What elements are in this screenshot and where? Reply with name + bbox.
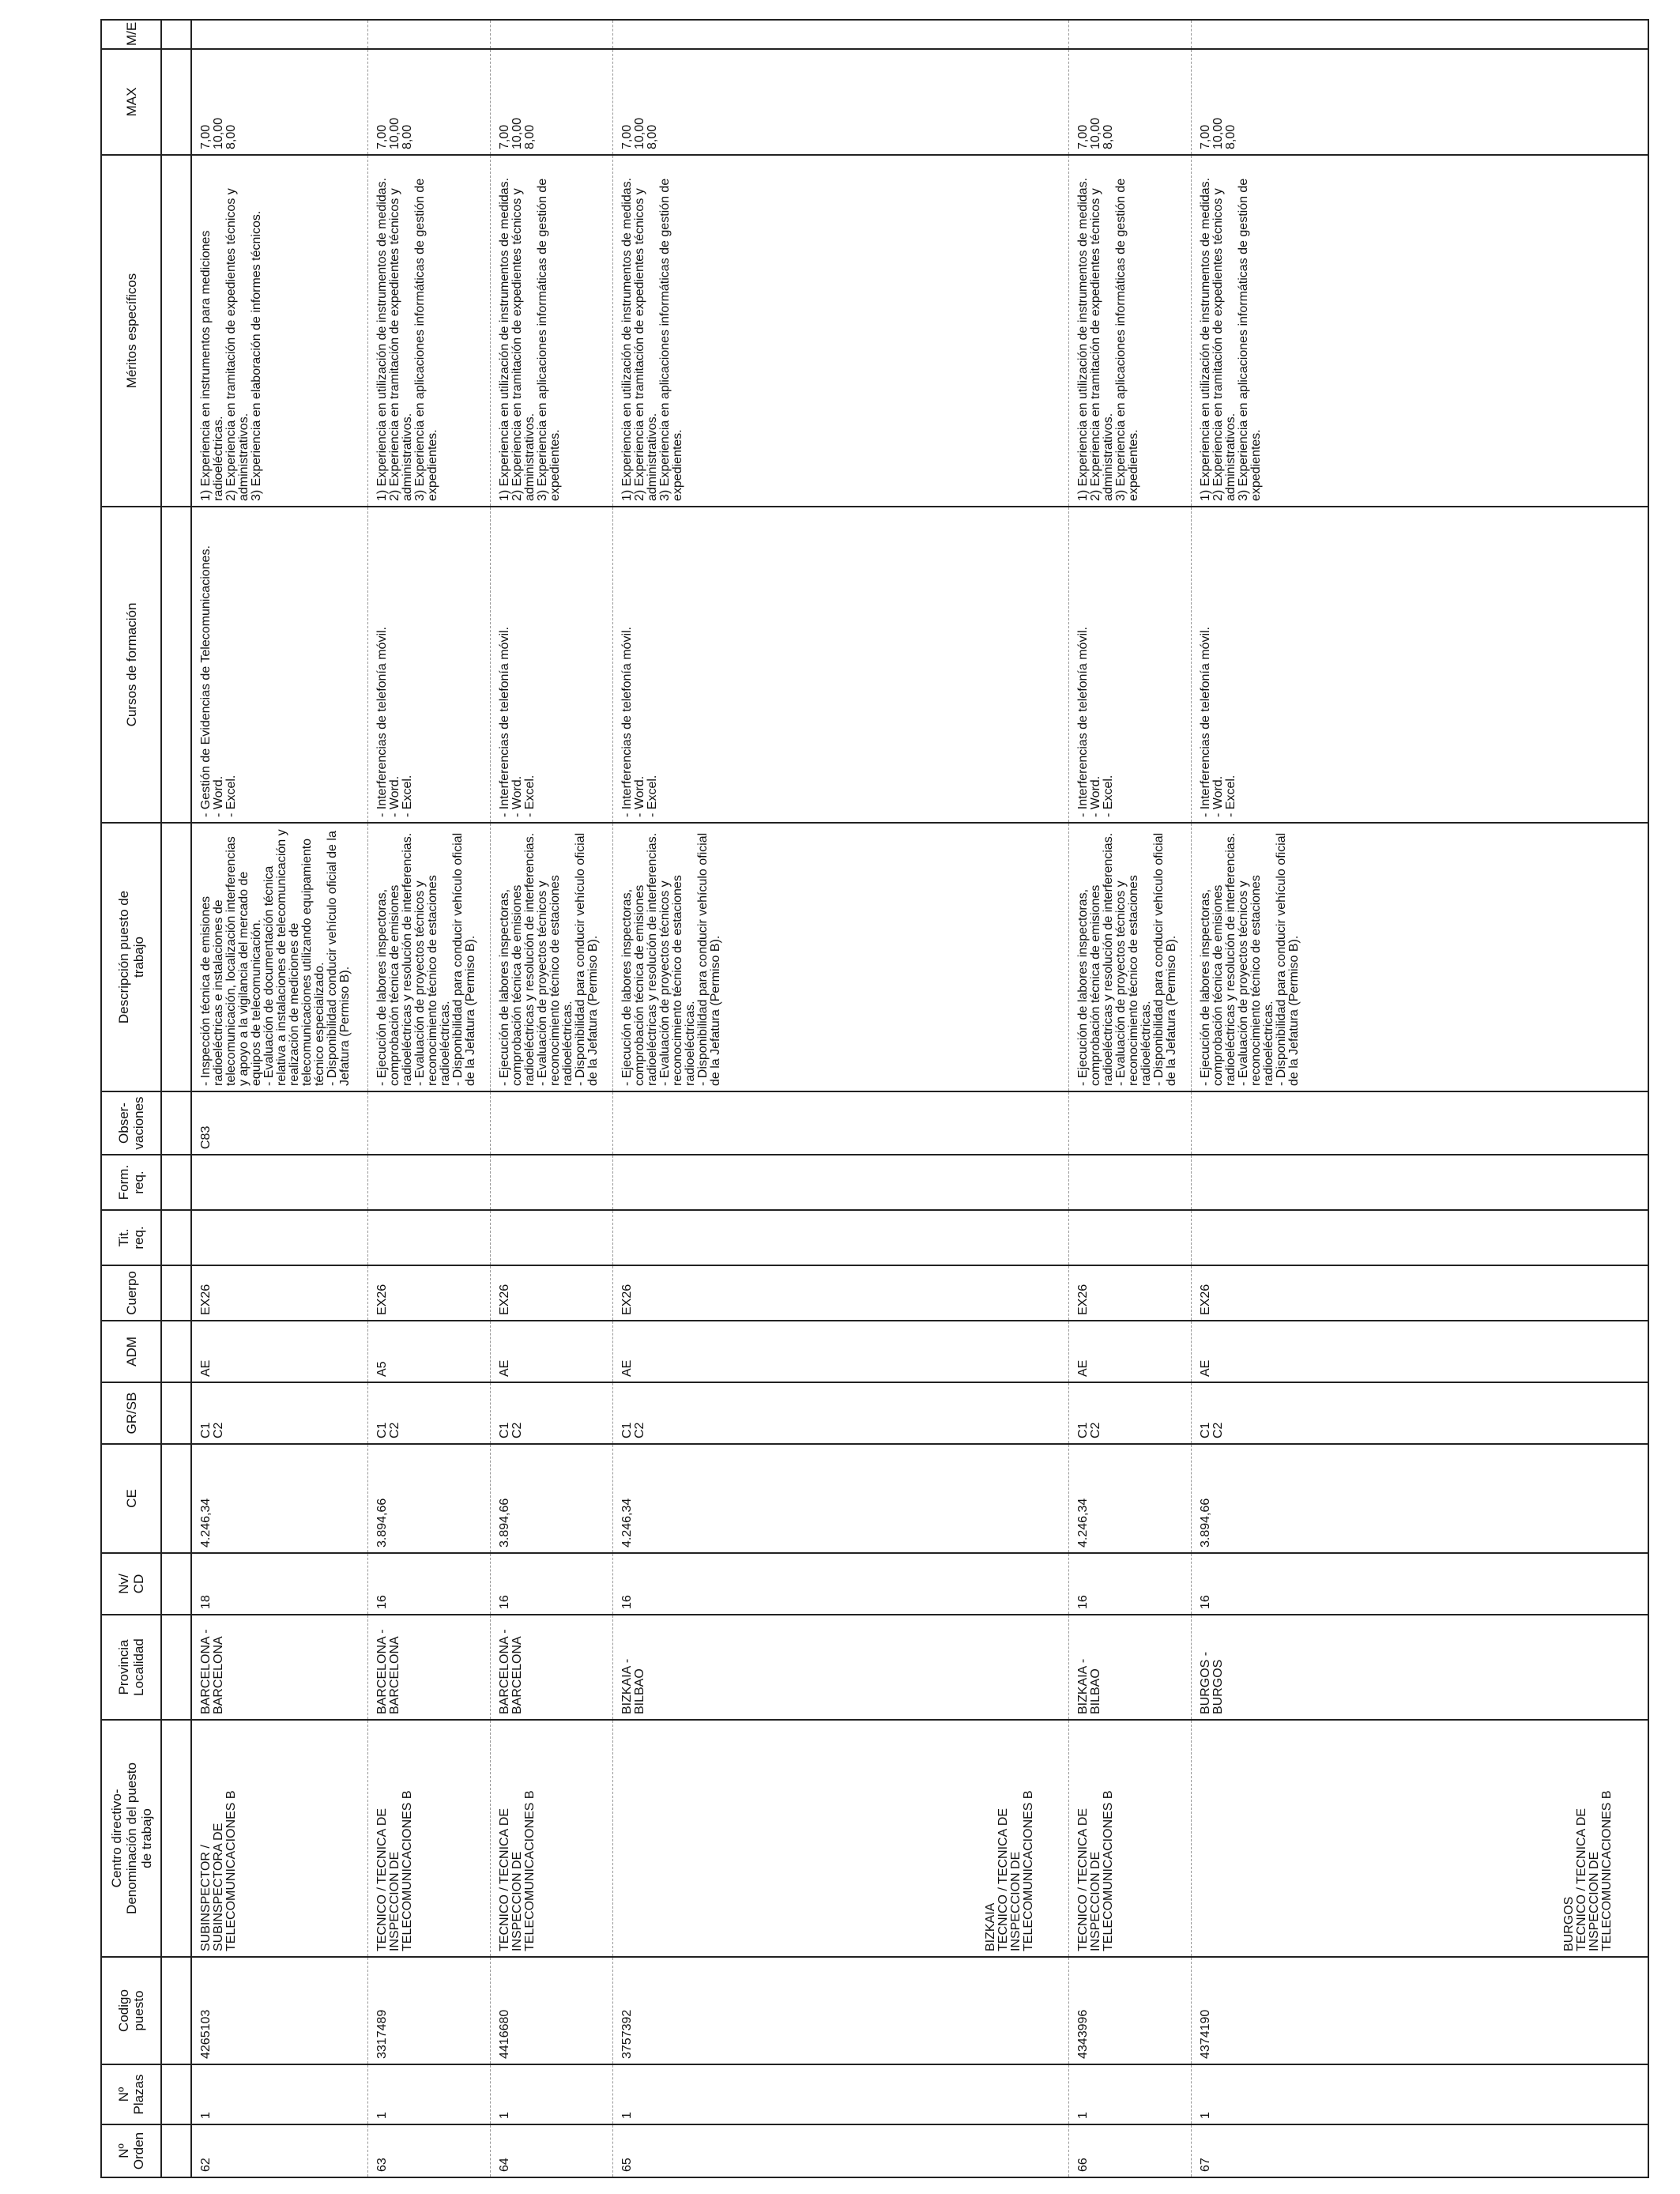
cell-tit bbox=[1069, 1210, 1192, 1265]
max-value: 8,00 bbox=[1102, 124, 1116, 149]
cell-adm: AE bbox=[1192, 1321, 1648, 1382]
cell-grupo: C1 C2 bbox=[491, 1382, 613, 1444]
cell-ce: 3.894,66 bbox=[368, 1444, 491, 1553]
cell-provincia: BURGOS - BURGOS bbox=[1192, 1615, 1648, 1720]
cell-meritos: 1) Experiencia en utilización de instrumentos de medidas. 2) Experiencia en tramitación de expedientes técnicos y administrativos. 3) Experiencia en aplicaciones informáticas de gestión de expedientes. bbox=[612, 155, 1069, 507]
cell-form bbox=[612, 1155, 1069, 1210]
cell-max bbox=[612, 49, 1069, 155]
cell-form bbox=[1192, 1155, 1648, 1210]
cell-provincia: BARCELONA - BARCELONA bbox=[191, 1615, 368, 1720]
cell-denominacion bbox=[491, 1720, 613, 1957]
cell-codigo: 4416680 bbox=[491, 1957, 613, 2064]
cell-descripcion: - Ejecución de labores inspectoras, comprobación técnica de emisiones radioeléctricas y resolución de interferencias. - Evaluación de proyectos técnicos y reconocimiento técnico de estaciones radioeléctricas. - Disponibilidad para conducir vehículo oficial de la Jefatura (Permiso B). bbox=[1192, 823, 1648, 1091]
cell-me bbox=[1192, 20, 1648, 49]
cell-orden: 67 bbox=[1192, 2124, 1648, 2177]
cell-adm: AE bbox=[1069, 1321, 1192, 1382]
denominacion-text: TECNICO / TECNICA DE INSPECCION DE TELECOMUNICACIONES B bbox=[498, 1790, 537, 1951]
blank-band-row bbox=[161, 20, 191, 2177]
cell-denominacion bbox=[368, 1720, 491, 1957]
cell-cursos: - Interferencias de telefonía móvil. - Word. - Excel. bbox=[491, 507, 613, 823]
cell-max bbox=[1192, 49, 1648, 155]
cell-plazas: 1 bbox=[1192, 2064, 1648, 2124]
table-row bbox=[612, 20, 1069, 2177]
cell-denominacion bbox=[612, 1720, 1069, 1957]
header-plazas: Nº Plazas bbox=[101, 2064, 161, 2124]
header-centro: Centro directivo- Denominación del puesto de trabajo bbox=[101, 1720, 161, 1957]
cell-provincia: BIZKAIA - BILBAO bbox=[612, 1615, 1069, 1720]
cell-adm: AE bbox=[491, 1321, 613, 1382]
cell-orden: 65 bbox=[612, 2124, 1069, 2177]
cell-provincia: BIZKAIA - BILBAO bbox=[1069, 1615, 1192, 1720]
cell-cuerpo: EX26 bbox=[1069, 1265, 1192, 1321]
header-adm: ADM bbox=[101, 1321, 161, 1382]
denominacion-text: TECNICO / TECNICA DE INSPECCION DE TELECOMUNICACIONES B bbox=[375, 1790, 415, 1951]
max-value: 7,00 bbox=[199, 124, 213, 149]
cell-nivel: 16 bbox=[1192, 1553, 1648, 1615]
max-value: 10,00 bbox=[212, 117, 225, 149]
header-grupo: GR/SB bbox=[101, 1382, 161, 1444]
cell-cuerpo: EX26 bbox=[612, 1265, 1069, 1321]
header-orden: Nº Orden bbox=[101, 2124, 161, 2177]
cell-codigo: 4374190 bbox=[1192, 1957, 1648, 2064]
cell-form bbox=[191, 1155, 368, 1210]
denominacion-text: TECNICO / TECNICA DE INSPECCION DE TELECOMUNICACIONES B bbox=[1076, 1790, 1116, 1951]
cell-denominacion bbox=[1192, 1720, 1648, 1957]
cell-denominacion bbox=[191, 1720, 368, 1957]
table-row bbox=[1069, 20, 1192, 2177]
cell-grupo: C1 C2 bbox=[1192, 1382, 1648, 1444]
cell-max bbox=[191, 49, 368, 155]
header-cursos: Cursos de formación bbox=[101, 507, 161, 823]
cell-codigo: 3317489 bbox=[368, 1957, 491, 2064]
cell-grupo: C1 C2 bbox=[1069, 1382, 1192, 1444]
header-codigo: Codigo puesto bbox=[101, 1957, 161, 2064]
header-form: Form. req. bbox=[101, 1155, 161, 1210]
cell-form bbox=[491, 1155, 613, 1210]
header-provincia: Provincia Localidad bbox=[101, 1615, 161, 1720]
cell-me bbox=[191, 20, 368, 49]
table-row bbox=[368, 20, 491, 2177]
max-value: 10,00 bbox=[1211, 117, 1226, 149]
cell-max bbox=[368, 49, 491, 155]
cell-tit bbox=[491, 1210, 613, 1265]
cell-me bbox=[1069, 20, 1192, 49]
max-value: 10,00 bbox=[632, 117, 646, 149]
cell-cuerpo: EX26 bbox=[368, 1265, 491, 1321]
cell-cursos: - Interferencias de telefonía móvil. - Word. - Excel. bbox=[368, 507, 491, 823]
cell-orden: 64 bbox=[491, 2124, 613, 2177]
cell-descripcion: - Inspección técnica de emisiones radioeléctricas e instalaciones de telecomunicación, localización interferencias y apoyo a la vigilancia del mercado de equipos de telecomunicación. - Evaluación de documentación técnica relativa a instalaciones de telecomunicación y realización de mediciones de telecomunicaciones utilizando equipamiento técnico especializado. - Disponibilidad conducir vehículo oficial de la Jefatura (Permiso B). bbox=[191, 823, 368, 1091]
cell-nivel: 18 bbox=[191, 1553, 368, 1615]
cell-cuerpo: EX26 bbox=[191, 1265, 368, 1321]
cell-provincia: BARCELONA - BARCELONA bbox=[368, 1615, 491, 1720]
cell-cursos: - Interferencias de telefonía móvil. - Word. - Excel. bbox=[1069, 507, 1192, 823]
cell-me bbox=[612, 20, 1069, 49]
cell-form bbox=[368, 1155, 491, 1210]
cell-descripcion: - Ejecución de labores inspectoras, comprobación técnica de emisiones radioeléctricas y resolución de interferencias. - Evaluación de proyectos técnicos y reconocimiento técnico de estaciones radioeléctricas. - Disponibilidad para conducir vehículo oficial de la Jefatura (Permiso B). bbox=[368, 823, 491, 1091]
cell-orden: 63 bbox=[368, 2124, 491, 2177]
cell-tit bbox=[191, 1210, 368, 1265]
max-value: 7,00 bbox=[1076, 124, 1090, 149]
cell-meritos: 1) Experiencia en utilización de instrumentos de medidas. 2) Experiencia en tramitación de expedientes técnicos y administrativos. 3) Experiencia en aplicaciones informáticas de gestión de expedientes. bbox=[1192, 155, 1648, 507]
header-meritos: Méritos específicos bbox=[101, 155, 161, 507]
cell-adm: AE bbox=[191, 1321, 368, 1382]
cell-descripcion: - Ejecución de labores inspectoras, comprobación técnica de emisiones radioeléctricas y resolución de interferencias. - Evaluación de proyectos técnicos y reconocimiento técnico de estaciones radioeléctricas. - Disponibilidad para conducir vehículo oficial de la Jefatura (Permiso B). bbox=[491, 823, 613, 1091]
cell-tit bbox=[612, 1210, 1069, 1265]
cell-denominacion bbox=[1069, 1720, 1192, 1957]
table-row bbox=[191, 20, 368, 2177]
cell-obs bbox=[612, 1091, 1069, 1155]
cell-cursos: - Interferencias de telefonía móvil. - Word. - Excel. bbox=[612, 507, 1069, 823]
cell-adm: A5 bbox=[368, 1321, 491, 1382]
max-value: 8,00 bbox=[401, 124, 415, 149]
cell-ce: 4.246,34 bbox=[1069, 1444, 1192, 1553]
cell-obs: C83 bbox=[191, 1091, 368, 1155]
denominacion-text: SUBINSPECTOR / SUBINSPECTORA DE TELECOMUNICACIONES B bbox=[199, 1790, 238, 1951]
group-label: BURGOS bbox=[1562, 1896, 1576, 1951]
cell-me bbox=[491, 20, 613, 49]
cell-provincia: BARCELONA - BARCELONA bbox=[491, 1615, 613, 1720]
denominacion-text: TECNICO / TECNICA DE INSPECCION DE TELECOMUNICACIONES B bbox=[1575, 1790, 1614, 1951]
header-descripcion: Descripción puesto de trabajo bbox=[101, 823, 161, 1091]
cell-nivel: 16 bbox=[491, 1553, 613, 1615]
cell-plazas: 1 bbox=[368, 2064, 491, 2124]
cell-max bbox=[1069, 49, 1192, 155]
header-obs: Obser- vaciones bbox=[101, 1091, 161, 1155]
cell-ce: 4.246,34 bbox=[191, 1444, 368, 1553]
header-tit: Tit. req. bbox=[101, 1210, 161, 1265]
cell-grupo: C1 C2 bbox=[612, 1382, 1069, 1444]
cell-meritos: 1) Experiencia en utilización de instrumentos de medidas. 2) Experiencia en tramitación de expedientes técnicos y administrativos. 3) Experiencia en aplicaciones informáticas de gestión de expedientes. bbox=[1069, 155, 1192, 507]
max-value: 8,00 bbox=[523, 124, 537, 149]
cell-cursos: - Interferencias de telefonía móvil. - Word. - Excel. bbox=[1192, 507, 1648, 823]
cell-plazas: 1 bbox=[1069, 2064, 1192, 2124]
cell-nivel: 16 bbox=[612, 1553, 1069, 1615]
max-value: 10,00 bbox=[388, 117, 402, 149]
job-positions-table bbox=[100, 19, 1649, 2178]
cell-orden: 62 bbox=[191, 2124, 368, 2177]
max-value: 10,00 bbox=[510, 117, 524, 149]
header-row bbox=[101, 20, 161, 2177]
max-value: 8,00 bbox=[1224, 124, 1238, 149]
cell-codigo: 4265103 bbox=[191, 1957, 368, 2064]
cell-obs bbox=[491, 1091, 613, 1155]
cell-adm: AE bbox=[612, 1321, 1069, 1382]
header-max: MAX bbox=[101, 49, 161, 155]
cell-me bbox=[368, 20, 491, 49]
header-me: M/E bbox=[101, 20, 161, 49]
table-row bbox=[491, 20, 613, 2177]
cell-descripcion: - Ejecución de labores inspectoras, comprobación técnica de emisiones radioeléctricas y resolución de interferencias. - Evaluación de proyectos técnicos y reconocimiento técnico de estaciones radioeléctricas. - Disponibilidad para conducir vehículo oficial de la Jefatura (Permiso B). bbox=[1069, 823, 1192, 1091]
cell-tit bbox=[368, 1210, 491, 1265]
max-value: 7,00 bbox=[375, 124, 390, 149]
cell-cuerpo: EX26 bbox=[491, 1265, 613, 1321]
cell-tit bbox=[1192, 1210, 1648, 1265]
cell-orden: 66 bbox=[1069, 2124, 1192, 2177]
cell-ce: 3.894,66 bbox=[1192, 1444, 1648, 1553]
cell-grupo: C1 C2 bbox=[191, 1382, 368, 1444]
header-ce: CE bbox=[101, 1444, 161, 1553]
cell-ce: 4.246,34 bbox=[612, 1444, 1069, 1553]
cell-obs bbox=[368, 1091, 491, 1155]
cell-cuerpo: EX26 bbox=[1192, 1265, 1648, 1321]
max-value: 7,00 bbox=[620, 124, 634, 149]
cell-meritos: 1) Experiencia en utilización de instrumentos de medidas. 2) Experiencia en tramitación de expedientes técnicos y administrativos. 3) Experiencia en aplicaciones informáticas de gestión de expedientes. bbox=[491, 155, 613, 507]
header-cuerpo: Cuerpo bbox=[101, 1265, 161, 1321]
cell-obs bbox=[1069, 1091, 1192, 1155]
cell-max bbox=[491, 49, 613, 155]
max-value: 7,00 bbox=[1199, 124, 1213, 149]
cell-ce: 3.894,66 bbox=[491, 1444, 613, 1553]
max-value: 8,00 bbox=[224, 124, 238, 149]
cell-meritos: 1) Experiencia en utilización de instrumentos de medidas. 2) Experiencia en tramitación de expedientes técnicos y administrativos. 3) Experiencia en aplicaciones informáticas de gestión de expedientes. bbox=[368, 155, 491, 507]
cell-plazas: 1 bbox=[491, 2064, 613, 2124]
cell-form bbox=[1069, 1155, 1192, 1210]
cell-codigo: 3757392 bbox=[612, 1957, 1069, 2064]
max-value: 10,00 bbox=[1089, 117, 1103, 149]
cell-grupo: C1 C2 bbox=[368, 1382, 491, 1444]
group-label: BIZKAIA bbox=[983, 1902, 997, 1951]
table-row bbox=[1192, 20, 1648, 2177]
cell-obs bbox=[1192, 1091, 1648, 1155]
cell-cursos: - Gestión de Evidencias de Telecomunicaciones. - Word. - Excel. bbox=[191, 507, 368, 823]
cell-nivel: 16 bbox=[368, 1553, 491, 1615]
cell-descripcion: - Ejecución de labores inspectoras, comprobación técnica de emisiones radioeléctricas y resolución de interferencias. - Evaluación de proyectos técnicos y reconocimiento técnico de estaciones radioeléctricas. - Disponibilidad para conducir vehículo oficial de la Jefatura (Permiso B). bbox=[612, 823, 1069, 1091]
cell-nivel: 16 bbox=[1069, 1553, 1192, 1615]
cell-codigo: 4343996 bbox=[1069, 1957, 1192, 2064]
cell-meritos: 1) Experiencia en instrumentos para mediciones radioeléctricas. 2) Experiencia en tramitación de expedientes técnicos y administrativos. 3) Experiencia en elaboración de informes técnicos. bbox=[191, 155, 368, 507]
header-nivel: Nv/ CD bbox=[101, 1553, 161, 1615]
cell-plazas: 1 bbox=[191, 2064, 368, 2124]
max-value: 7,00 bbox=[498, 124, 511, 149]
max-value: 8,00 bbox=[645, 124, 659, 149]
denominacion-text: TECNICO / TECNICA DE INSPECCION DE TELECOMUNICACIONES B bbox=[996, 1790, 1035, 1951]
cell-plazas: 1 bbox=[612, 2064, 1069, 2124]
